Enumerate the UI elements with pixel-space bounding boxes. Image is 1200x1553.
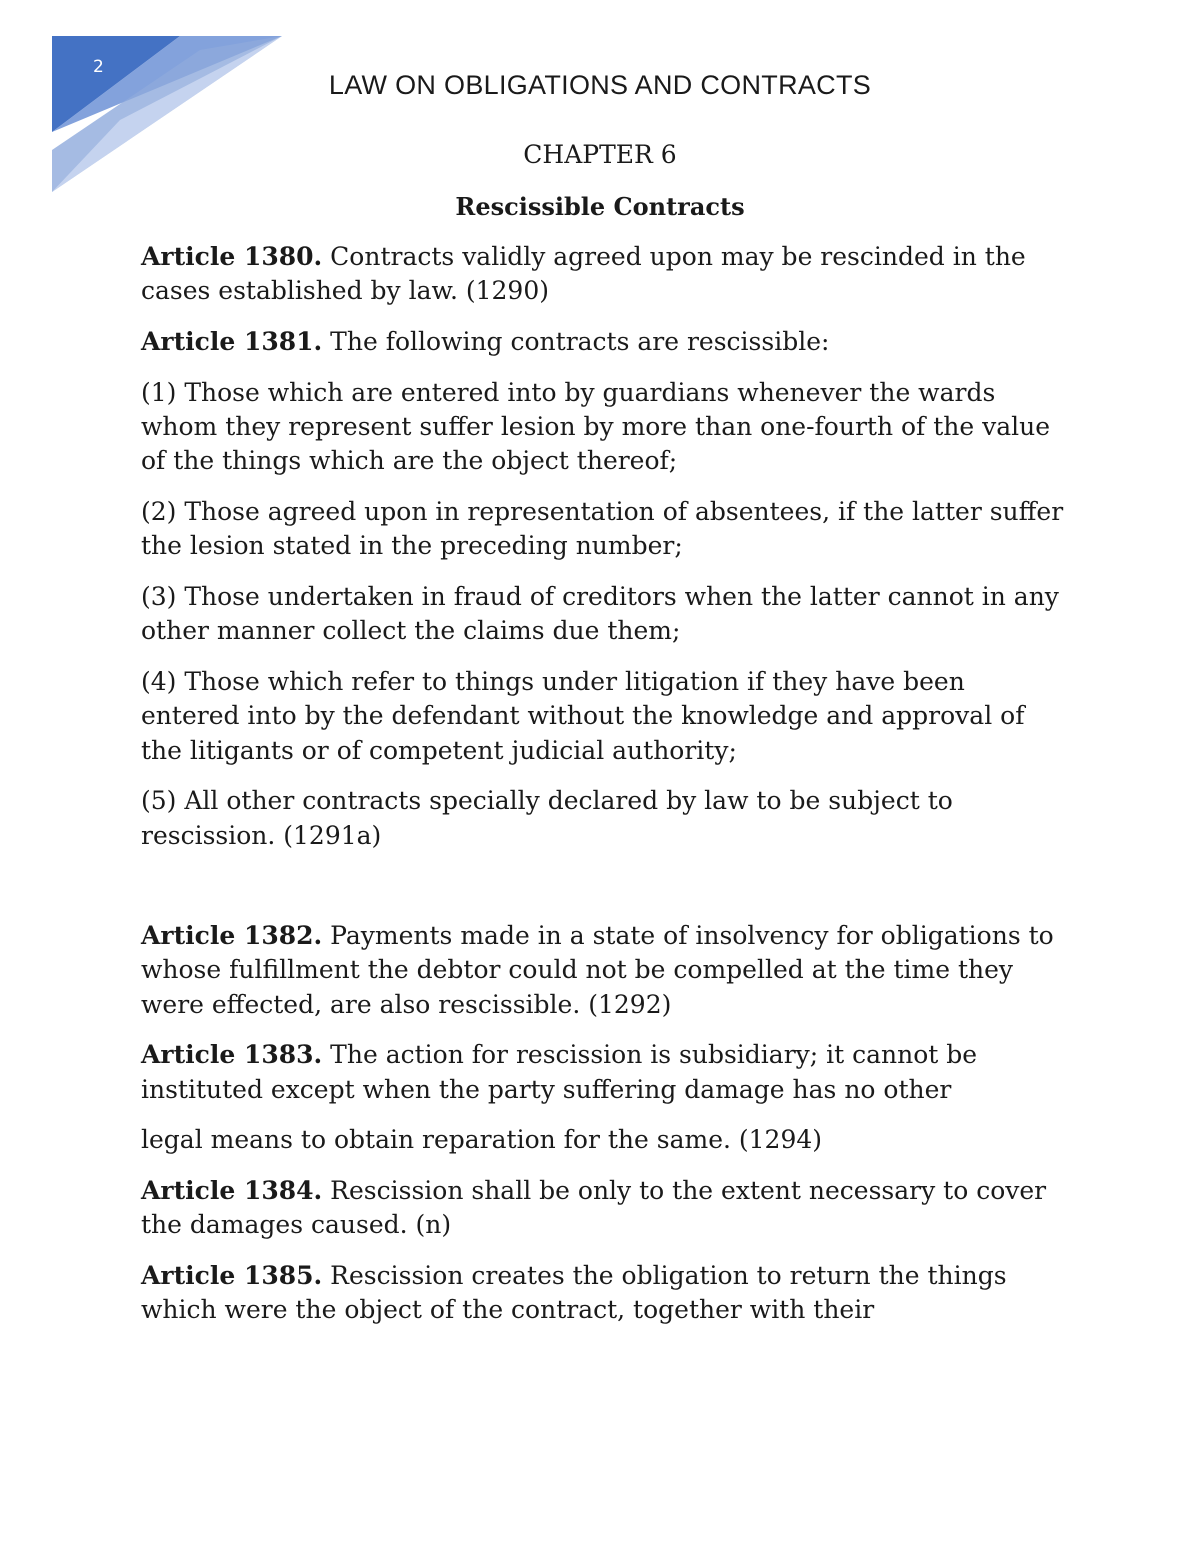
article-1384-text: Rescission shall be only to the extent necessary to cover the damages caused. (n) bbox=[141, 1176, 1047, 1240]
article-1385-label: Article 1385. bbox=[141, 1261, 323, 1291]
article-1383 bbox=[141, 1038, 1071, 1107]
blank-line bbox=[141, 869, 1071, 919]
article-1385-text: Rescission creates the obligation to return the things which were the object of the contract, together with their bbox=[141, 1261, 1007, 1325]
article-1381-item-3: (3) Those undertaken in fraud of creditors when the latter cannot in any other manner collect the claims due them; bbox=[141, 581, 1059, 646]
article-1382-text: Payments made in a state of insolvency for obligations to whose fulfillment the debtor could not be compelled at the time they were effected, are also rescissible. (1292) bbox=[141, 921, 1054, 1019]
article-1382 bbox=[141, 919, 1071, 1022]
article-1381 bbox=[141, 325, 1071, 359]
article-1384 bbox=[141, 1174, 1071, 1243]
article-1380 bbox=[141, 240, 1071, 309]
article-1381-item-2: (2) Those agreed upon in representation of absentees, if the latter suffer the lesion stated in the preceding number; bbox=[141, 496, 1064, 561]
article-1381-item-5: (5) All other contracts specially declared by law to be subject to rescission. (1291a) bbox=[141, 786, 953, 850]
document-body bbox=[141, 240, 1071, 1344]
article-1380-label: Article 1380. bbox=[141, 242, 323, 271]
page-number: 2 bbox=[93, 57, 104, 77]
article-1384-label: Article 1384. bbox=[141, 1176, 323, 1206]
article-1383-continuation: legal means to obtain reparation for the same. (1294) bbox=[141, 1125, 823, 1155]
article-1383-label: Article 1383. bbox=[141, 1040, 323, 1070]
article-1381-item-1: (1) Those which are entered into by guardians whenever the wards whom they represent suffer lesion by more than one-fourth of the value of the things which are the object thereof; bbox=[141, 377, 1051, 476]
document-title: LAW ON OBLIGATIONS AND CONTRACTS bbox=[328, 70, 872, 100]
article-1385 bbox=[141, 1259, 1071, 1328]
chapter-title: CHAPTER 6 bbox=[523, 140, 677, 169]
article-1381-item-4: (4) Those which refer to things under litigation if they have been entered into by the defendant without the knowledge and approval of the litigants or of competent judicial authority; bbox=[141, 666, 1025, 765]
article-1381-label: Article 1381. bbox=[141, 326, 323, 356]
article-1380-text: Contracts validly agreed upon may be rescinded in the cases established by law. (1290) bbox=[141, 242, 1026, 306]
section-title: Rescissible Contracts bbox=[455, 192, 745, 221]
article-1382-label: Article 1382. bbox=[141, 921, 323, 951]
article-1381-text: The following contracts are rescissible: bbox=[322, 326, 830, 356]
article-1383-text: The action for rescission is subsidiary; it cannot be instituted except when the party suffering damage has no other bbox=[141, 1040, 978, 1104]
